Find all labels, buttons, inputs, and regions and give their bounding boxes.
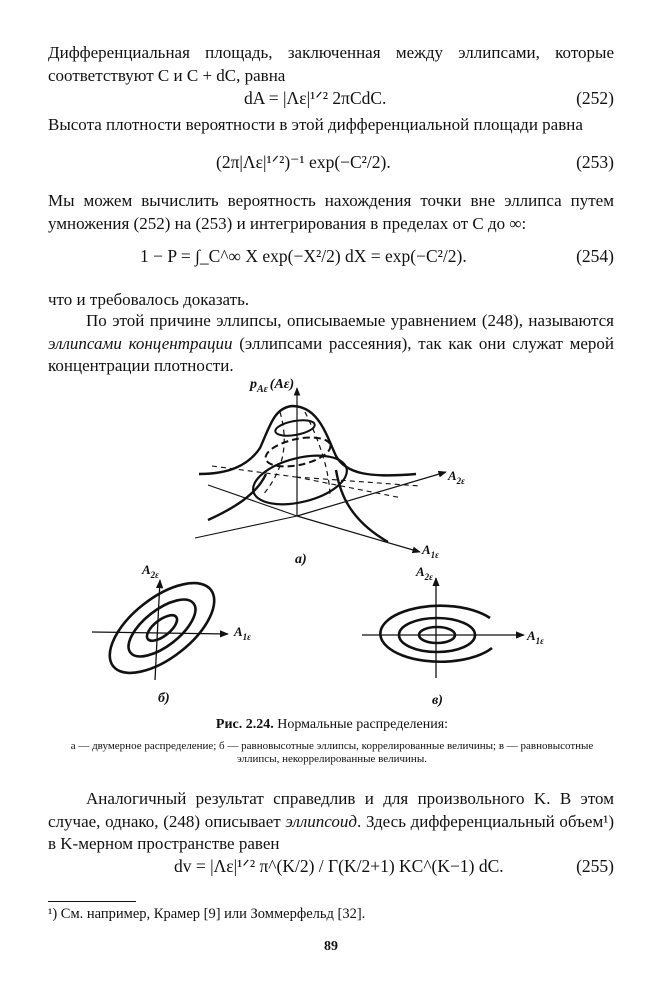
fig-c-a2-label: $A_{2\varepsilon}$	[416, 564, 433, 582]
equation-252-number: (252)	[576, 88, 614, 108]
paragraph-6-text-b: . Здесь дифференциальный объем¹) в K-мерном пространстве равен	[48, 811, 614, 853]
equation-253-number: (253)	[576, 152, 614, 172]
equation-254-body: 1 − P = ∫_C^∞ X exp(−X²/2) dX = exp(−C²/2).	[140, 246, 467, 266]
paragraph-6-text-a: Аналогичный результат справедлив и для произвольного K. В этом случае, однако, (248) описывает	[48, 789, 614, 831]
fig-a-a1-label: $A_{1\varepsilon}$	[422, 542, 439, 560]
paragraph-5-text-b: (эллипсами рассеяния), так как они служат мерой концентрации плотности.	[48, 333, 614, 375]
paragraph-5-text-a: По этой причине эллипсы, описываемые уравнением (248), называются	[86, 311, 614, 330]
fig-a-bell-front	[208, 470, 388, 542]
fig-c-panel-label: в)	[432, 693, 443, 708]
footnote: ¹) См. например, Крамер [9] или Зоммерфельд [32].	[48, 906, 366, 922]
fig-c-a1-label: $A_{1\varepsilon}$	[527, 628, 544, 646]
paragraph-1: Дифференциальная площадь, заключенная между эллипсами, которые соответствуют C и C + dC, равна	[48, 43, 614, 85]
paragraph-6	[48, 788, 614, 856]
figure-caption-title	[40, 717, 624, 733]
fig-a-a2-label: $A_{2\varepsilon}$	[448, 468, 465, 486]
fig-b-ellipse-outer	[95, 566, 230, 690]
equation-254-number: (254)	[576, 246, 614, 266]
figure-caption-text: Нормальные распределения:	[273, 717, 449, 732]
paragraph-3: Мы можем вычислить вероятность нахождения точки вне эллипса путем умножения (252) на (253) и интегрирования в пределах от C до ∞:	[48, 191, 614, 233]
fig-a-bell-outline	[199, 406, 416, 475]
figure-2-24	[0, 370, 662, 710]
fig-b-a2-label: $A_{2\varepsilon}$	[142, 562, 159, 580]
fig-a-panel-label: а)	[295, 552, 307, 567]
paragraph-2: Высота плотности вероятности в этой дифференциальной площади равна	[48, 115, 583, 134]
equation-252-body: dA = |Λε|¹ᐟ² 2πCdC.	[244, 88, 387, 108]
fig-a-a1-axis	[297, 516, 420, 552]
fig-b-ellipse-mid	[119, 589, 204, 667]
paragraph-6-emphasis: эллипсоид	[285, 811, 358, 831]
fig-b-a1-axis	[92, 632, 228, 634]
equation-254	[48, 246, 614, 276]
equation-255-number: (255)	[576, 856, 614, 876]
fig-a-dashed-front	[296, 477, 402, 498]
paragraph-5-emphasis: эллипсами концентрации	[48, 333, 233, 353]
fig-b-a1-label: $A_{1\varepsilon}$	[234, 624, 251, 642]
figure-caption-detail: а — двумерное распределение; б — равновысотные эллипсы, коррелированные величины; в — равновысотные эллипсы, некоррелированные величины.	[70, 740, 594, 765]
equation-253-body: (2π|Λε|¹ᐟ²)⁻¹ exp(−C²/2).	[216, 152, 391, 172]
equation-255	[48, 856, 614, 886]
page-number: 89	[324, 939, 338, 954]
equation-253	[48, 152, 614, 182]
fig-a-z-label: $p_{A\varepsilon}$ (Aε)	[250, 377, 295, 395]
figure-caption-prefix: Рис. 2.24.	[215, 717, 274, 732]
footnote-rule	[48, 901, 136, 902]
equation-255-body: dv = |Λε|¹ᐟ² π^(K/2) / Γ(K/2+1) KC^(K−1) dC.	[174, 856, 504, 876]
paragraph-5	[48, 310, 614, 378]
fig-a-a2-axis	[297, 472, 446, 516]
fig-b-panel-label: б)	[158, 691, 170, 706]
paragraph-4: что и требовалось доказать.	[48, 290, 250, 309]
